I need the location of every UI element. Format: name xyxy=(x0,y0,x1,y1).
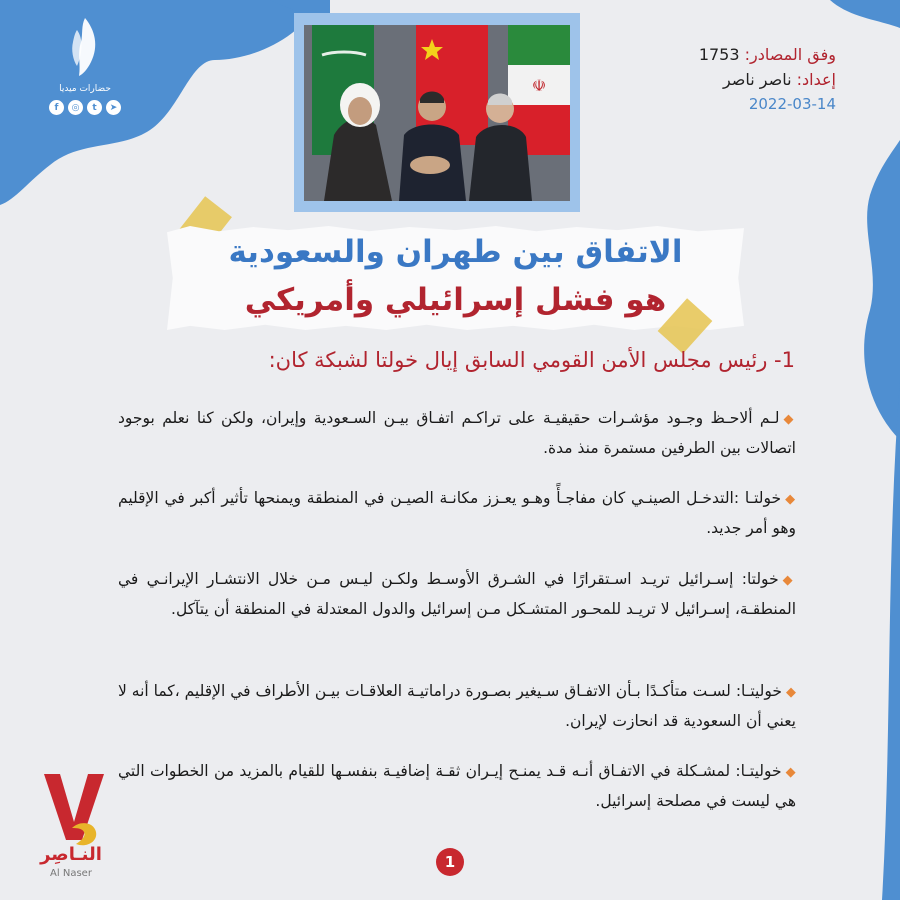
paragraph-text: خوليتـا: لسـت متأكـدًا بـأن الاتفـاق سـيغير بصـورة دراماتيـة العلاقـات بيـن الأطراف في الإقليم ،كما أنه لا يعني أن السعودية قد انحازت لإيران. xyxy=(118,682,796,730)
background-shape-right xyxy=(760,140,900,440)
paragraph-5 xyxy=(118,757,796,816)
social-icons xyxy=(40,100,130,115)
facebook-icon[interactable]: f xyxy=(49,100,64,115)
background-shape-top-right xyxy=(830,0,900,30)
bullet-icon: ◆ xyxy=(782,573,797,588)
paragraph-2 xyxy=(118,484,796,543)
paragraph-text: خوليتـا: لمشـكلة في الاتفـاق أنـه قـد يمنـح إيـران ثقـة إضافيـة بنفسـها للقيام بالمزيد من الخطوات التي هي ليست في مصلحة إسرائيل. xyxy=(118,762,796,810)
background-shape-right-edge xyxy=(882,380,900,900)
article-meta xyxy=(699,42,836,117)
instagram-icon[interactable]: ◎ xyxy=(68,100,83,115)
logo-arabic-text: النـاصِر xyxy=(40,844,102,865)
bullet-icon: ◆ xyxy=(785,765,796,780)
section-subheading: 1- رئيس مجلس الأمن القومي السابق إيال خولتا لشبكة كان: xyxy=(268,348,795,372)
author-value: ناصر ناصر xyxy=(722,70,792,89)
author-line xyxy=(699,67,836,92)
svg-text:☫: ☫ xyxy=(531,76,547,95)
author-label: إعداد: xyxy=(796,70,836,89)
paragraph-1 xyxy=(118,404,796,463)
photo-frame xyxy=(294,13,580,212)
sources-label: وفق المصادر: xyxy=(744,45,836,64)
bullet-icon: ◆ xyxy=(786,685,796,700)
paragraph-text: خولتـا :التدخـل الصينـي كان مفاجـأً وهـو يعـزز مكانـة الصيـن في المنطقة ويمنحها تأثير أكبر في الإقليم وهو أمر جديد. xyxy=(118,489,796,537)
logo-english-text: Al Naser xyxy=(50,868,92,879)
paragraph-3 xyxy=(118,565,796,624)
handshake-photo xyxy=(304,25,570,201)
paragraph-text: خولتا: إسـرائيل تريـد اسـتقرارًا في الشـرق الأوسـط ولكـن ليـس مـن خلال الانتشـار الإيرانـي في المنطقـة، إسـرائيل لا تريـد للمحـور المتشـكل مـن إسرائيل والدول المعتدلة في المنطقة أن يتآكل. xyxy=(118,570,796,618)
paragraph-4 xyxy=(118,677,796,736)
page-number: 1 xyxy=(436,848,464,876)
bullet-icon: ◆ xyxy=(785,492,796,507)
brand-name: حضارات ميديا xyxy=(59,84,111,94)
page-title-line-1: الاتفاق بين طهران والسعودية xyxy=(228,234,683,270)
feather-logo-icon xyxy=(65,16,105,78)
brand-logo xyxy=(40,16,130,115)
paragraph-text: لـم ألاحـظ وجـود مؤشـرات حقيقيـة على تراكـم اتفـاق بيـن السـعودية وإيران، ولكن كنا نعلم بوجود اتصالات بين الطرفين مستمرة منذ مدة. xyxy=(118,409,796,457)
sources-value: 1753 xyxy=(698,45,740,64)
page-title-line-2: هو فشل إسرائيلي وأمريكي xyxy=(244,282,667,318)
publish-date: 2022-03-14 xyxy=(748,95,836,113)
twitter-icon[interactable]: t xyxy=(87,100,102,115)
telegram-icon[interactable]: ➤ xyxy=(106,100,121,115)
sources-line xyxy=(699,42,836,67)
bullet-icon: ◆ xyxy=(783,412,796,427)
